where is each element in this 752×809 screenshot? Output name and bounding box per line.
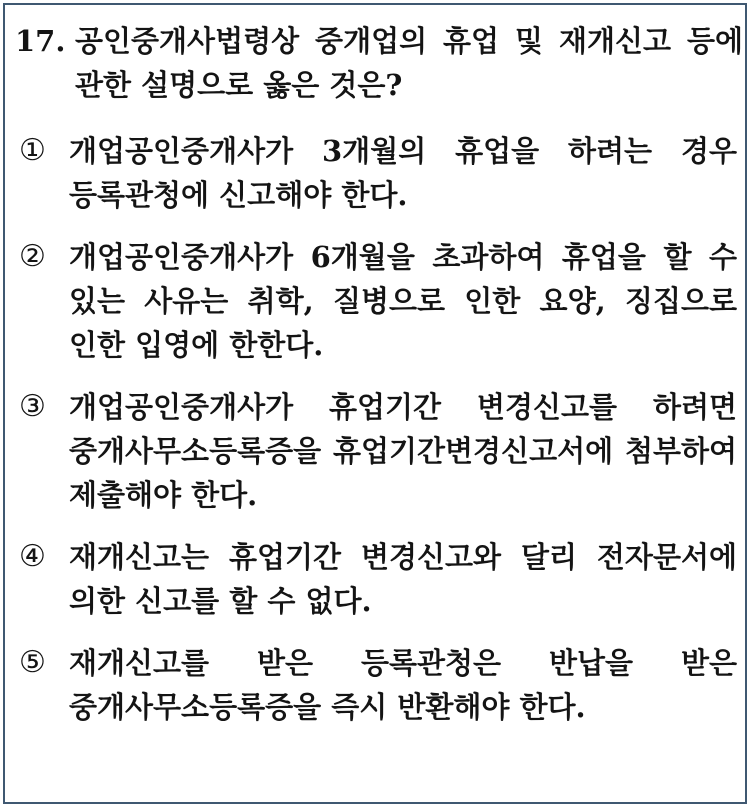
option-text: 재개신고는 휴업기간 변경신고와 달리 전자문서에 의한 신고를 할 수 없다. — [69, 540, 737, 618]
option-text: 개업공인중개사가 휴업기간 변경신고를 하려면 중개사무소등록증을 휴업기간변경신고서에 첨부하여 제출해야 한다. — [69, 390, 737, 512]
answer-option-4[interactable] — [15, 535, 743, 623]
answer-option-3[interactable] — [15, 385, 743, 517]
question-stem — [15, 19, 743, 107]
option-marker: ② — [19, 239, 46, 274]
option-text: 재개신고를 받은 등록관청은 반납을 받은 중개사무소등록증을 즉시 반환해야 한다. — [69, 646, 737, 724]
option-text: 개업공인중개사가 6개월을 초과하여 휴업을 할 수 있는 사유는 취학, 질병으로 인한 요양, 징집으로 인한 입영에 한한다. — [69, 240, 737, 362]
option-marker: ① — [19, 133, 46, 168]
option-marker: ③ — [19, 389, 46, 424]
answer-option-5[interactable] — [15, 641, 743, 729]
option-text: 개업공인중개사가 3개월의 휴업을 하려는 경우 등록관청에 신고해야 한다. — [69, 134, 737, 212]
option-marker: ④ — [19, 539, 46, 574]
answer-options — [15, 129, 743, 729]
option-marker: ⑤ — [19, 645, 46, 680]
question-text: 공인중개사법령상 중개업의 휴업 및 재개신고 등에 관한 설명으로 옳은 것은? — [75, 24, 743, 102]
answer-option-2[interactable] — [15, 235, 743, 367]
answer-option-1[interactable] — [15, 129, 743, 217]
question-number: 17. — [15, 24, 66, 58]
question-block — [15, 19, 743, 747]
question-box — [3, 3, 747, 804]
